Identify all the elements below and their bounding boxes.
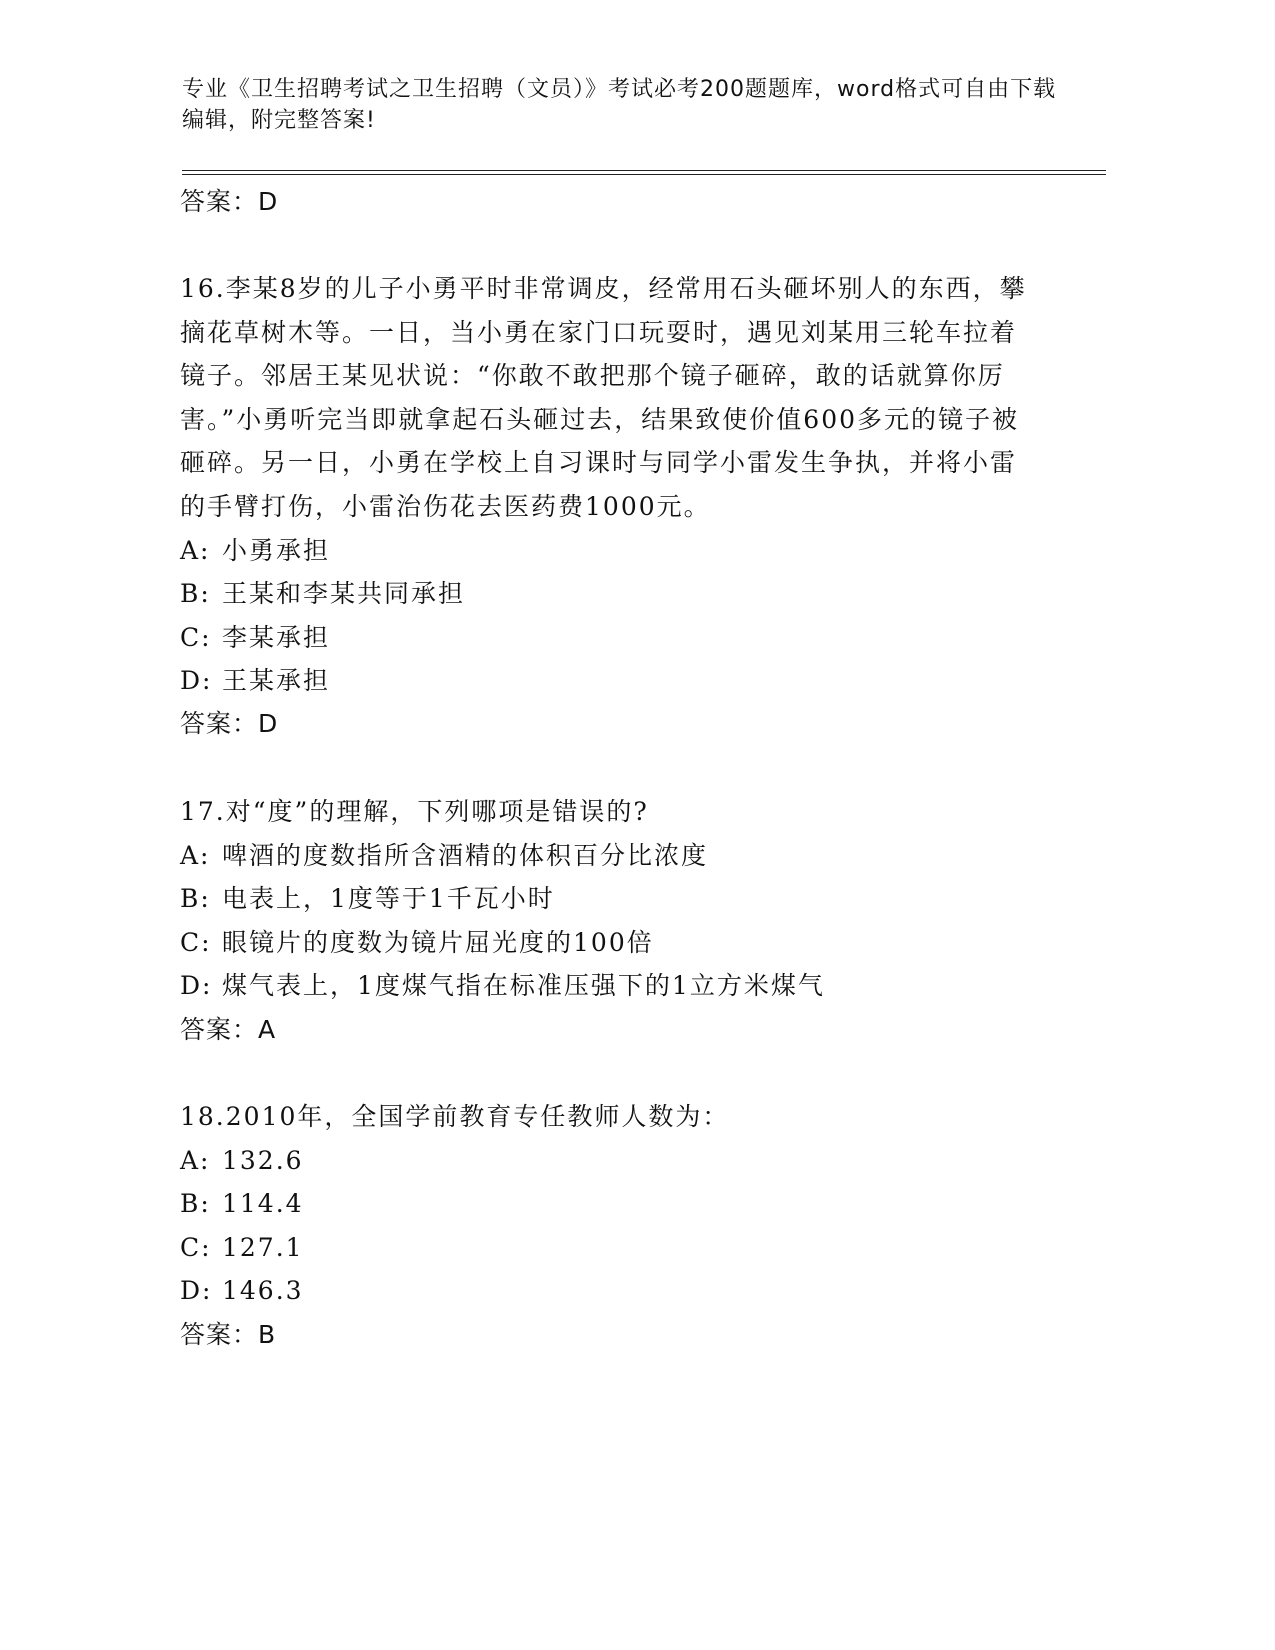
option-text: 眼镜片的度数为镜片屈光度的100倍	[222, 927, 654, 957]
option-b	[180, 1182, 1030, 1226]
option-text: 煤气表上，1度煤气指在标准压强下的1立方米煤气	[222, 971, 825, 1001]
option-letter: A:	[180, 535, 211, 565]
option-d	[180, 964, 1030, 1008]
answer-label: 答案：	[180, 1320, 259, 1349]
answer-18	[180, 1319, 276, 1351]
prev-answer-line	[180, 186, 278, 218]
answer-16	[180, 708, 278, 740]
question-text: 对“度”的理解，下列哪项是错误的?	[225, 797, 649, 826]
option-b	[180, 572, 1030, 616]
option-letter: B:	[180, 1189, 211, 1219]
option-text: 啤酒的度数指所含酒精的体积百分比浓度	[222, 840, 709, 870]
answer-value: D	[258, 709, 279, 738]
option-c	[180, 921, 1030, 965]
question-text: 2010年，全国学前教育专任教师人数为：	[225, 1102, 730, 1131]
option-letter: B:	[180, 579, 211, 609]
option-d	[180, 659, 1030, 703]
question-number: 17.	[180, 797, 226, 826]
option-letter: D:	[180, 666, 213, 696]
option-text: 132.6	[222, 1145, 304, 1175]
option-letter: C:	[180, 622, 212, 652]
question-16	[180, 267, 1030, 703]
option-text: 小勇承担	[222, 535, 331, 565]
option-b	[180, 877, 1030, 921]
option-text: 146.3	[222, 1276, 304, 1306]
question-18	[180, 1095, 1030, 1313]
answer-value: B	[258, 1320, 277, 1349]
question-17	[180, 790, 1030, 1008]
answer-label: 答案：	[180, 187, 259, 216]
option-text: 电表上，1度等于1千瓦小时	[222, 884, 555, 914]
answer-17	[180, 1014, 276, 1046]
option-text: 王某承担	[222, 666, 331, 696]
option-letter: D:	[180, 1276, 213, 1306]
option-letter: A:	[180, 1145, 211, 1175]
option-c	[180, 1226, 1030, 1270]
document-title: 专业《卫生招聘考试之卫生招聘（文员）》考试必考200题题库，word格式可自由下载编辑，附完整答案!	[182, 77, 1057, 133]
question-stem	[180, 1095, 1030, 1139]
option-a	[180, 834, 1030, 878]
option-letter: B:	[180, 884, 211, 914]
option-letter: C:	[180, 927, 212, 957]
option-letter: D:	[180, 971, 213, 1001]
question-stem	[180, 790, 1030, 834]
option-d	[180, 1269, 1030, 1313]
option-c	[180, 616, 1030, 660]
header-divider	[182, 170, 1106, 175]
answer-label: 答案：	[180, 1015, 259, 1044]
option-letter: C:	[180, 1232, 212, 1262]
question-text: 李某8岁的儿子小勇平时非常调皮，经常用石头砸坏别人的东西，攀摘花草树木等。一日，当小勇在家门口玩耍时，遇见刘某用三轮车拉着镜子。邻居王某见状说：“你敢不敢把那个镜子砸碎，敢的话就算你厉害。”小勇听完当即就拿起石头砸过去，结果致使价值600多元的镜子被砸碎。另一日，小勇在学校上自习课时与同学小雷发生争执，并将小雷的手臂打伤，小雷治伤花去医药费1000元。	[180, 274, 1027, 521]
question-number: 16.	[180, 274, 226, 303]
question-number: 18.	[180, 1102, 226, 1131]
question-stem	[180, 267, 1030, 529]
answer-value: A	[258, 1015, 277, 1044]
page-header	[182, 74, 1062, 136]
option-text: 127.1	[222, 1232, 304, 1262]
option-text: 114.4	[222, 1189, 304, 1219]
answer-label: 答案：	[180, 709, 259, 738]
option-text: 李某承担	[222, 622, 331, 652]
option-a	[180, 1139, 1030, 1183]
option-a	[180, 529, 1030, 573]
answer-value: D	[258, 187, 279, 216]
option-letter: A:	[180, 840, 211, 870]
option-text: 王某和李某共同承担	[222, 579, 466, 609]
